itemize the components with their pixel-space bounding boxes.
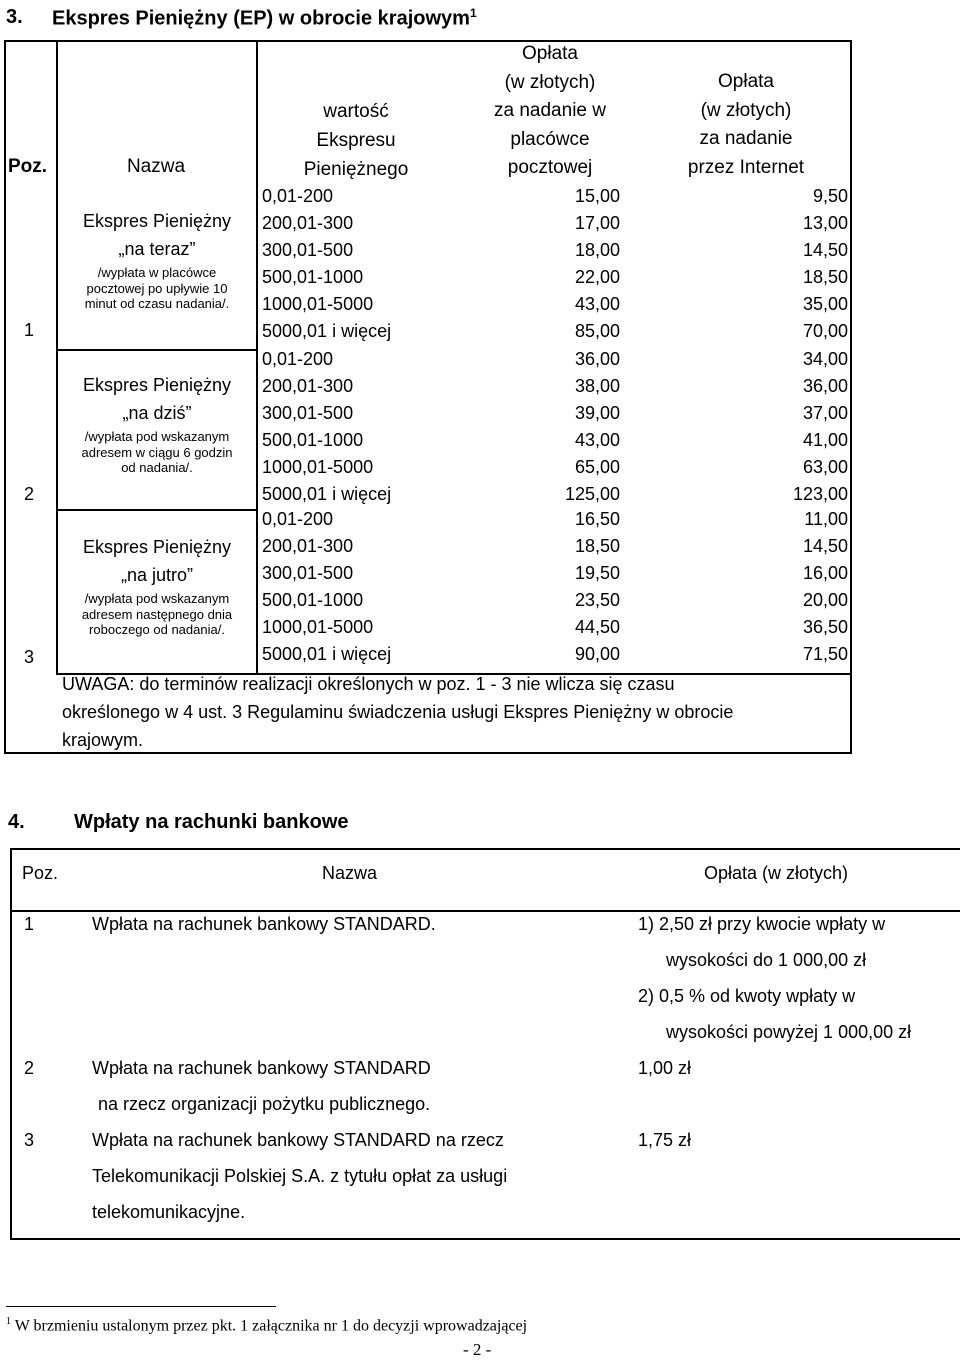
- range-cell: 1000,01-5000: [262, 457, 374, 477]
- placowka-cell: 16,50: [574, 509, 620, 529]
- header-wartosc-line: Ekspresu: [316, 130, 396, 151]
- header-internet-line: (w złotych): [700, 99, 792, 121]
- range-cell: 200,01-300: [262, 213, 354, 233]
- range-cell: 5000,01 i więcej: [262, 484, 392, 504]
- group-name-main: „na dziś”: [122, 403, 192, 423]
- section-4-title: Wpłaty na rachunki bankowe: [74, 811, 349, 833]
- range-cell: 200,01-300: [262, 376, 354, 396]
- row-oplata: 2) 0,5 % od kwoty wpłaty w: [638, 986, 856, 1006]
- internet-cell: 71,50: [802, 644, 848, 664]
- internet-cell: 35,00: [802, 294, 848, 314]
- table-row: [262, 506, 850, 533]
- table-row: [262, 481, 850, 508]
- internet-cell: 11,00: [804, 509, 848, 529]
- group-poz: 3: [24, 647, 35, 667]
- table-row: [262, 210, 850, 237]
- header-placowka-line: Opłata: [522, 43, 578, 64]
- internet-cell: 14,50: [802, 240, 848, 260]
- internet-cell: 123,00: [792, 484, 848, 504]
- range-cell: 1000,01-5000: [262, 294, 374, 314]
- header-oplata-placowka: [440, 40, 660, 183]
- header-wartosc-line: Pieniężnego: [303, 159, 409, 180]
- range-cell: 500,01-1000: [262, 430, 364, 450]
- note-line: krajowym.: [62, 730, 144, 750]
- internet-cell: 16,00: [802, 563, 848, 583]
- table-row: [262, 641, 850, 668]
- group-name-sub: /wypłata pod wskazanym: [84, 429, 230, 444]
- footnote: [6, 1316, 527, 1335]
- table-note: [62, 670, 852, 754]
- table-row: [262, 533, 850, 560]
- group-name-sub: adresem następnego dnia: [81, 606, 233, 622]
- group-name-sub: /wypłata pod wskazanym: [84, 591, 230, 606]
- group-name-sub: minut od czasu nadania/.: [84, 296, 230, 312]
- row-poz: 3: [24, 1130, 35, 1150]
- internet-cell: 36,50: [802, 617, 848, 637]
- row-oplata: 1,00 zł: [638, 1058, 692, 1078]
- row-nazwa: na rzecz organizacji pożytku publicznego.: [98, 1094, 431, 1114]
- range-cell: 0,01-200: [262, 349, 334, 369]
- table-row: [262, 560, 850, 587]
- footnote-marker: 1: [6, 1316, 11, 1327]
- internet-cell: 14,50: [802, 536, 848, 556]
- table-row: [262, 237, 850, 264]
- internet-cell: 63,00: [802, 457, 848, 477]
- header-wartosc-line: wartość: [323, 101, 389, 122]
- section-3-title: [52, 6, 477, 31]
- table-divider: [56, 509, 256, 511]
- header-internet-line: Opłata: [718, 71, 774, 92]
- group-name: [58, 533, 256, 638]
- header-nazwa: Nazwa: [126, 156, 186, 177]
- header-poz: Poz.: [8, 156, 48, 177]
- header-wartosc: [258, 97, 454, 184]
- range-cell: 300,01-500: [262, 563, 354, 583]
- range-cell: 200,01-300: [262, 536, 354, 556]
- group-name-main: Ekspres Pieniężny: [82, 537, 232, 557]
- group-name-main: „na teraz”: [118, 239, 196, 259]
- group-name-sub: od nadania/.: [121, 460, 193, 476]
- section-3-title-text: Ekspres Pieniężny (EP) w obrocie krajowym: [52, 7, 470, 30]
- header-placowka-line: (w złotych): [504, 71, 596, 93]
- section-3-number: 3.: [6, 6, 23, 28]
- row-nazwa: Telekomunikacji Polskiej S.A. z tytułu opłat za usługi: [92, 1166, 508, 1186]
- section-4-number: 4.: [8, 811, 25, 833]
- placowka-cell: 90,00: [574, 644, 620, 664]
- table-row: [262, 587, 850, 614]
- header-placowka-line: placówce: [510, 128, 590, 150]
- table-row: [262, 291, 850, 318]
- group-name-sub: pocztowej po upływie 10: [86, 280, 228, 296]
- table-divider: [56, 349, 256, 351]
- range-cell: 0,01-200: [262, 186, 334, 206]
- placowka-cell: 17,00: [574, 213, 620, 233]
- table-row: [262, 183, 850, 210]
- row-nazwa: telekomunikacyjne.: [92, 1202, 246, 1222]
- group-rows: [262, 506, 850, 668]
- placowka-cell: 65,00: [574, 457, 620, 477]
- header-placowka-line: pocztowej: [507, 157, 593, 178]
- group-name-main: Ekspres Pieniężny: [82, 211, 232, 231]
- note-line: określonego w 4 ust. 3 Regulaminu świadczenia usługi Ekspres Pieniężny w obrocie: [62, 702, 734, 722]
- placowka-cell: 85,00: [574, 321, 620, 341]
- group-poz: 2: [24, 484, 35, 504]
- header-internet-line: za nadanie: [699, 128, 793, 149]
- group-name-main: Ekspres Pieniężny: [82, 375, 232, 395]
- header-nazwa: Nazwa: [322, 863, 378, 883]
- placowka-cell: 23,50: [574, 590, 620, 610]
- range-cell: 5000,01 i więcej: [262, 321, 392, 341]
- placowka-cell: 43,00: [574, 294, 620, 314]
- group-name-main: „na jutro”: [120, 565, 194, 585]
- range-cell: 0,01-200: [262, 509, 334, 529]
- group-name-sub: adresem w ciągu 6 godzin: [81, 444, 233, 460]
- row-poz: 2: [24, 1058, 35, 1078]
- header-internet-line: przez Internet: [687, 156, 805, 178]
- table-row: [262, 454, 850, 481]
- internet-cell: 9,50: [812, 186, 848, 206]
- internet-cell: 70,00: [802, 321, 848, 341]
- group-name: [58, 207, 256, 312]
- placowka-cell: 19,50: [574, 563, 620, 583]
- table-row: [262, 400, 850, 427]
- note-line: UWAGA: do terminów realizacji określonych w poz. 1 - 3 nie wlicza się czasu: [62, 674, 675, 694]
- footnote-text: W brzmieniu ustalonym przez pkt. 1 załącznika nr 1 do decyzji wprowadzającej: [14, 1317, 528, 1335]
- range-cell: 500,01-1000: [262, 590, 364, 610]
- group-name-sub: /wypłata w placówce: [97, 265, 217, 280]
- placowka-cell: 22,00: [574, 267, 620, 287]
- placowka-cell: 36,00: [574, 349, 620, 369]
- row-nazwa: Wpłata na rachunek bankowy STANDARD: [92, 1058, 431, 1078]
- internet-cell: 13,00: [802, 213, 848, 233]
- header-oplata: Opłata (w złotych): [704, 863, 849, 883]
- range-cell: 300,01-500: [262, 403, 354, 423]
- table-row: [262, 318, 850, 345]
- header-placowka-line: za nadanie w: [494, 100, 606, 121]
- table-divider: [10, 910, 960, 912]
- placowka-cell: 39,00: [574, 403, 620, 423]
- row-nazwa: Wpłata na rachunek bankowy STANDARD.: [92, 914, 436, 934]
- row-poz: 1: [24, 914, 35, 934]
- group-name-sub: roboczego od nadania/.: [89, 622, 225, 638]
- header-oplata-internet: [646, 68, 846, 182]
- range-cell: 1000,01-5000: [262, 617, 374, 637]
- placowka-cell: 15,00: [574, 186, 620, 206]
- table-row: [262, 264, 850, 291]
- group-rows: [262, 183, 850, 345]
- internet-cell: 34,00: [802, 349, 848, 369]
- table-row: [262, 427, 850, 454]
- table-row: [262, 373, 850, 400]
- placowka-cell: 44,50: [574, 617, 620, 637]
- group-rows: [262, 346, 850, 508]
- page-number: - 2 -: [463, 1340, 492, 1359]
- placowka-cell: 18,00: [574, 240, 620, 260]
- row-oplata: 1,75 zł: [638, 1130, 692, 1150]
- placowka-cell: 18,50: [574, 536, 620, 556]
- internet-cell: 36,00: [802, 376, 848, 396]
- placowka-cell: 125,00: [564, 484, 620, 504]
- internet-cell: 41,00: [802, 430, 848, 450]
- footnote-ref: 1: [469, 6, 477, 20]
- row-oplata: wysokości do 1 000,00 zł: [666, 950, 867, 970]
- row-oplata: 1) 2,50 zł przy kwocie wpłaty w: [638, 914, 886, 934]
- range-cell: 5000,01 i więcej: [262, 644, 392, 664]
- group-name: [58, 371, 256, 476]
- group-poz: 1: [24, 320, 35, 340]
- table-row: [262, 346, 850, 373]
- table-row: [262, 614, 850, 641]
- internet-cell: 37,00: [802, 403, 848, 423]
- row-nazwa: Wpłata na rachunek bankowy STANDARD na rzecz: [92, 1130, 504, 1150]
- range-cell: 300,01-500: [262, 240, 354, 260]
- placowka-cell: 38,00: [574, 376, 620, 396]
- internet-cell: 20,00: [802, 590, 848, 610]
- range-cell: 500,01-1000: [262, 267, 364, 287]
- placowka-cell: 43,00: [574, 430, 620, 450]
- internet-cell: 18,50: [802, 267, 848, 287]
- footnote-separator: [6, 1306, 276, 1307]
- header-poz: Poz.: [22, 863, 59, 883]
- row-oplata: wysokości powyżej 1 000,00 zł: [666, 1022, 912, 1042]
